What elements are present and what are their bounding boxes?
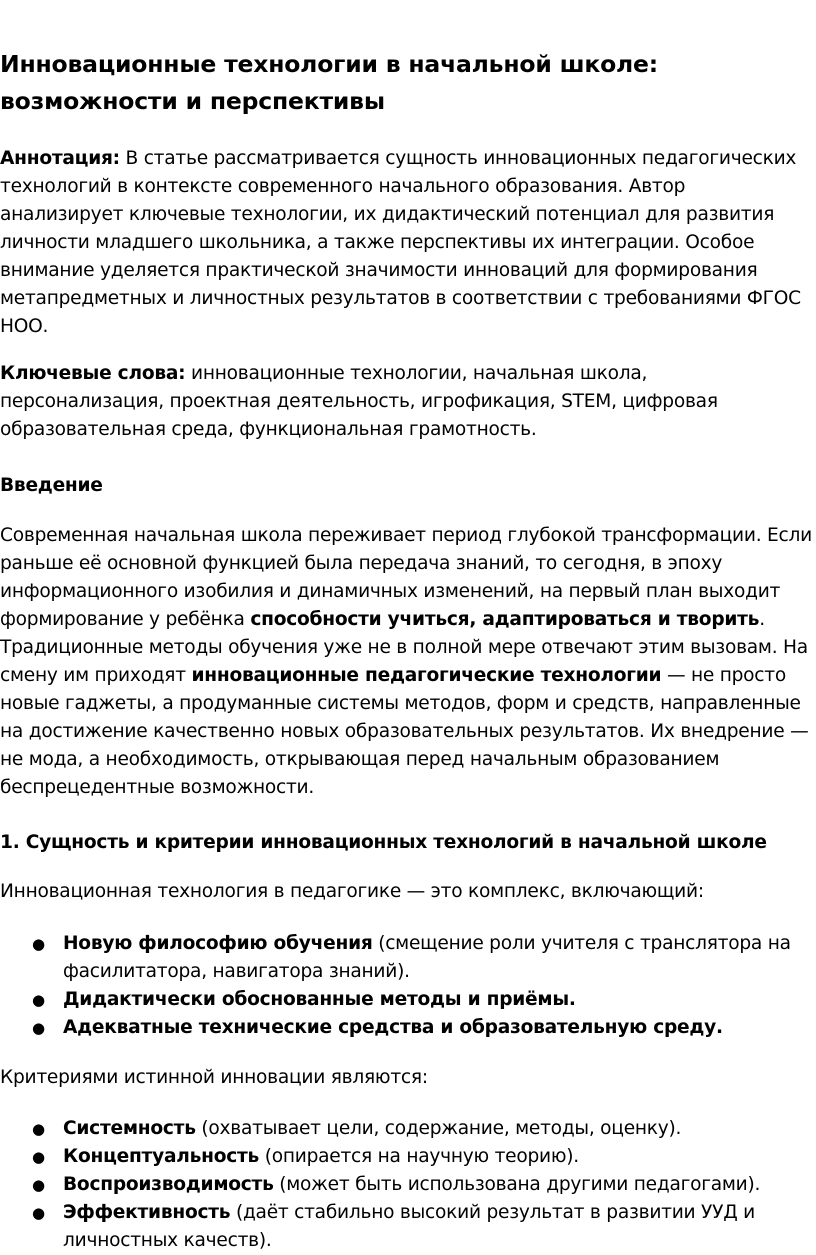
list-item-bold: Новую философию обучения	[63, 933, 373, 954]
list-item	[0, 1143, 812, 1171]
intro-paragraph	[0, 522, 812, 802]
list-item	[0, 986, 812, 1014]
article-title-line2: возможности и перспективы	[0, 87, 385, 115]
bullet-icon: ●	[32, 991, 45, 1009]
list-item	[0, 1171, 812, 1199]
criteria-lead: Критериями истинной инновации являются:	[0, 1067, 428, 1088]
article-title-line1: Инновационные технологии в начальной школе:	[0, 50, 658, 78]
keywords-paragraph	[0, 360, 812, 444]
list-item-bold: Эффективность	[63, 1202, 231, 1223]
list-item	[0, 1014, 812, 1042]
abstract-paragraph	[0, 145, 812, 341]
intro-text-3: — не просто новые гаджеты, а продуманные системы методов, форм и средств, направленные на достижение качественно новых образовательных результатов. Их внедрение — не мода, а необходимость, открывающая перед начальным образованием беспрецедентные возможности.	[0, 665, 809, 798]
list-item-bold: Адекватные технические средства и образовательную среду.	[63, 1017, 723, 1038]
bullet-icon: ●	[32, 1176, 45, 1194]
list-item-bold: Системность	[63, 1118, 196, 1139]
criteria-list	[0, 1115, 812, 1255]
keywords-label: Ключевые слова:	[0, 363, 186, 384]
bullet-icon: ●	[32, 1120, 45, 1138]
list-item-text: (может быть использована другими педагогами).	[273, 1174, 761, 1195]
keywords-text: инновационные технологии, начальная школа, персонализация, проектная деятельность, игрофикация, STEM, цифровая образовательная среда, функциональная грамотность.	[0, 363, 718, 440]
section1-heading: 1. Сущность и критерии инновационных технологий в начальной школе	[0, 832, 767, 853]
list-item	[0, 1199, 812, 1255]
list-item-text: (смещение роли учителя с транслятора на фасилитатора, навигатора знаний).	[63, 933, 791, 982]
bullet-icon: ●	[32, 1204, 45, 1222]
list-item-bold: Воспроизводимость	[63, 1174, 274, 1195]
list-item-bold: Концептуальность	[63, 1146, 260, 1167]
bullet-icon: ●	[32, 1019, 45, 1037]
components-list	[0, 930, 812, 1042]
list-item	[0, 930, 812, 986]
intro-text-1: Современная начальная школа переживает период глубокой трансформации. Если раньше её основной функцией была передача знаний, то сегодня, в эпоху информационного изобилия и динамичных изменений, на первый план выходит формирование у ребёнка	[0, 525, 812, 630]
abstract-label: Аннотация:	[0, 148, 120, 169]
list-item-bold: Дидактически обоснованные методы и приёмы.	[63, 989, 576, 1010]
intro-heading: Введение	[0, 475, 103, 496]
article-title	[0, 46, 810, 120]
bullet-icon: ●	[32, 935, 45, 953]
intro-emphasis-2: инновационные педагогические технологии	[191, 665, 662, 686]
bullet-icon: ●	[32, 1148, 45, 1166]
intro-text-2: . Традиционные методы обучения уже не в полной мере отвечают этим вызовам. На смену им приходят	[0, 609, 808, 686]
intro-emphasis-1: способности учиться, адаптироваться и творить	[250, 609, 760, 630]
list-item-text: (даёт стабильно высокий результат в развитии УУД и личностных качеств).	[63, 1202, 755, 1251]
list-item-text: (охватывает цели, содержание, методы, оценку).	[195, 1118, 682, 1139]
section1-lead: Инновационная технология в педагогике — это комплекс, включающий:	[0, 881, 704, 902]
list-item-text: (опирается на научную теорию).	[259, 1146, 579, 1167]
list-item	[0, 1115, 812, 1143]
abstract-text: В статье рассматривается сущность инновационных педагогических технологий в контексте современного начального образования. Автор анализирует ключевые технологии, их дидактический потенциал для развития личности младшего школьника, а также перспективы их интеграции. Особое внимание уделяется практической значимости инноваций для формирования метапредметных и личностных результатов в соответствии с требованиями ФГОС НОО.	[0, 148, 801, 337]
